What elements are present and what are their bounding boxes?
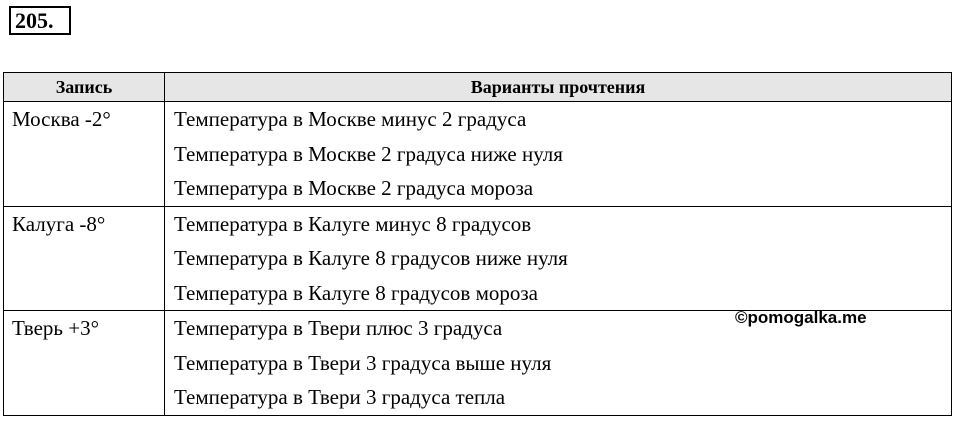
reading-line: Температура в Москве минус 2 градуса xyxy=(174,107,527,131)
reading-line: Температура в Москве 2 градуса ниже нуля xyxy=(174,141,563,166)
table-row xyxy=(4,102,952,207)
reading-line: Температура в Твери плюс 3 градуса xyxy=(174,316,503,340)
record-cell: Калуга -8° xyxy=(4,206,165,311)
reading-line: Температура в Калуге 8 градусов мороза xyxy=(174,280,538,305)
reading-line: Температура в Твери 3 градуса выше нуля xyxy=(174,350,552,375)
readings-table xyxy=(3,72,952,416)
task-number: 205. xyxy=(9,6,71,35)
header-record: Запись xyxy=(4,73,165,102)
table-header-row xyxy=(4,73,952,102)
header-readings: Варианты прочтения xyxy=(165,73,952,102)
record-cell: Тверь +3° xyxy=(4,311,165,416)
record-cell: Москва -2° xyxy=(4,102,165,207)
readings-cell xyxy=(165,102,952,207)
readings-cell xyxy=(165,206,952,311)
reading-line: Температура в Калуге 8 градусов ниже нуля xyxy=(174,246,568,270)
reading-line: Температура в Калуге минус 8 градусов xyxy=(174,211,532,236)
reading-line: Температура в Москве 2 градуса мороза xyxy=(174,176,534,200)
watermark: ©pomogalka.me xyxy=(735,308,867,327)
reading-line: Температура в Твери 3 градуса тепла xyxy=(174,385,506,409)
table-row xyxy=(4,206,952,311)
